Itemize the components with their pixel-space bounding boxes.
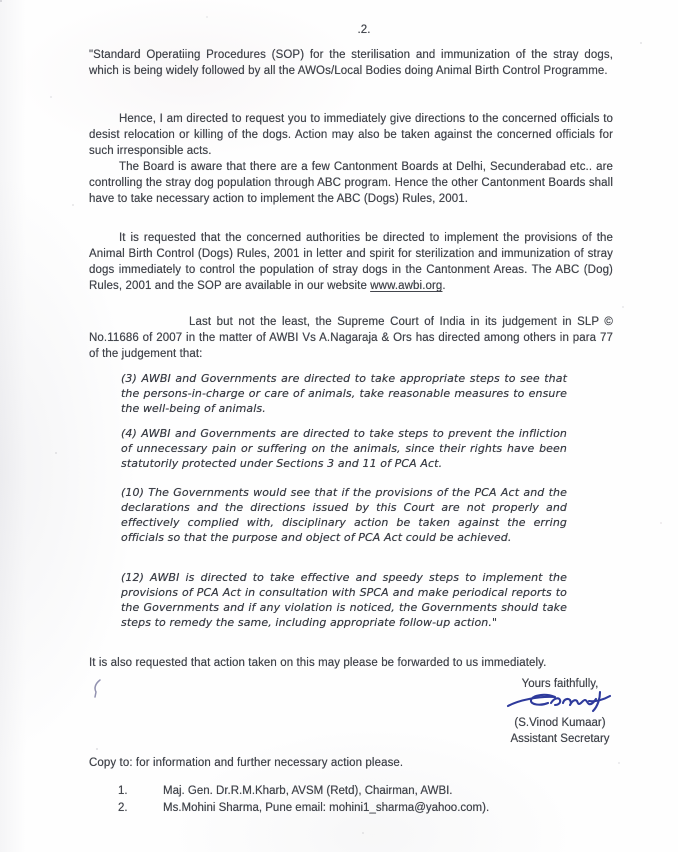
signature-block bbox=[498, 676, 622, 747]
quote-para-12: (12) AWBI is directed to take effective and speedy steps to implement the provisions of PCA Act in consultation with SPCA and make periodical reports to the Governments and if any violation is noticed, the Governments should take steps to remedy the same, including appropriate follow-up action." bbox=[121, 571, 567, 629]
signatory-name: (S.Vinod Kumaar) bbox=[514, 717, 606, 729]
paragraph-supreme-court: Last but not the least, the Supreme Court of India in its judgement in SLP © No.11686 of 2007 in the matter of AWBI Vs A.Nagaraja & Ors has directed among others in para 77 of the judgement that: bbox=[89, 316, 613, 360]
quote-para-4: (4) AWBI and Governments are directed to take steps to prevent the infliction of unnecessary pain or suffering on the animals, since their rights have been statutorily protected under Sections 3 and 11 of PCA Act. bbox=[121, 427, 567, 470]
signatory-title: Assistant Secretary bbox=[510, 733, 610, 745]
pen-mark-artifact bbox=[90, 678, 104, 700]
paragraph-implement-text: It is requested that the concerned authorities be directed to implement the provisions of the Animal Birth Control (Dogs) Rules, 2001 in letter and spirit for sterilization and immunization of stray dogs immediately to control the population of stray dogs in the Cantonment Areas. The ABC (Dog) Rules, 2001 and the SOP are available in our website bbox=[89, 232, 613, 292]
page-number: .2. bbox=[357, 24, 371, 36]
paragraph-directions-request: Hence, I am directed to request you to immediately give directions to the concerned officials to desist relocation or killing of the dogs. Action may also be taken against the concerned officials for such irresponsible acts. bbox=[89, 113, 613, 157]
website-link: www.awbi.org bbox=[370, 280, 443, 292]
paragraph-implement-period: . bbox=[442, 280, 446, 292]
quote-para-10: (10) The Governments would see that if the provisions of the PCA Act and the declarations and the directions issued by this Court are not properly and effectively complied with, disciplinary action be taken against the erring officials so that the purpose and object of PCA Act could be achieved. bbox=[121, 486, 567, 544]
valediction: Yours faithfully, bbox=[521, 678, 599, 690]
list-item-number: 1. bbox=[118, 785, 128, 797]
list-item-text: Maj. Gen. Dr.R.M.Kharb, AVSM (Retd), Chairman, AWBI. bbox=[163, 785, 453, 797]
list-item bbox=[118, 800, 598, 817]
paragraph-cantonment-boards: The Board is aware that there are a few Cantonment Boards at Delhi, Secunderabad etc.. are controlling the stray dog population through ABC program. Hence the other Cantonment Boards shall have to take necessary action to implement the ABC (Dogs) Rules, 2001. bbox=[89, 161, 613, 205]
copy-to-heading: Copy to: for information and further necessary action please. bbox=[89, 757, 404, 769]
list-item-text: Ms.Mohini Sharma, Pune email: mohini1_sharma@yahoo.com). bbox=[163, 801, 490, 814]
paragraph-closing-request: It is also requested that action taken on this may please be forwarded to us immediately. bbox=[89, 657, 547, 669]
list-item-number: 2. bbox=[118, 801, 128, 814]
scan-speckles bbox=[0, 0, 2, 2]
quote-para-3: (3) AWBI and Governments are directed to take appropriate steps to see that the persons-in-charge or care of animals, take reasonable measures to ensure the well-being of animals. bbox=[121, 372, 567, 415]
copy-to-list bbox=[118, 783, 598, 816]
paragraph-sop: "Standard Operatiing Procedures (SOP) for the sterilisation and immunization of the stray dogs, which is being widely followed by all the AWOs/Local Bodies doing Animal Birth Control Programme. bbox=[89, 49, 613, 77]
list-item bbox=[118, 783, 598, 800]
paragraph-implement-provisions bbox=[89, 230, 613, 294]
